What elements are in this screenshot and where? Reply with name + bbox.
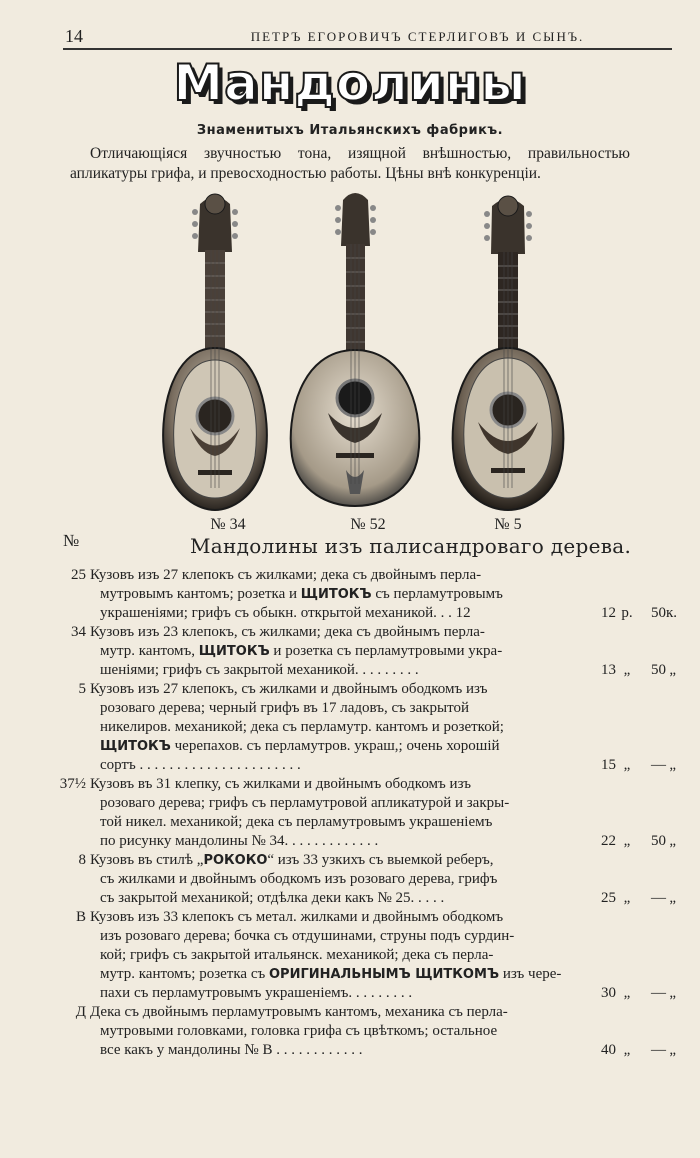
mandolin-52-illustration [288, 188, 423, 508]
price-q: к. [666, 605, 678, 621]
price-kop: — [651, 1042, 666, 1058]
price-sep: „ [623, 662, 631, 678]
figure-label-34: № 34 [210, 516, 246, 533]
price-entry [58, 566, 680, 623]
page-title: Мандолины [173, 54, 527, 112]
section-title: Мандолины изъ палисандроваго дерева. [190, 534, 632, 558]
item-description-line: кой; грифъ съ закрытой итальянск. механикой; дека съ перла- [100, 947, 494, 963]
item-description-line: мутр. кантомъ; розетка съ ОРИГИНАЛЬНЫМЪ ЩИТКОМЪ изъ чере- [100, 966, 562, 982]
item-description-line: мутр. кантомъ, ЩИТОКЪ и розетка съ перламутровыми укра- [100, 643, 503, 659]
item-description-line: мутровыми головками, головка грифа съ цвѣткомъ; остальное [100, 1023, 498, 1039]
item-price [590, 984, 680, 1003]
price-list [58, 566, 680, 1060]
price-sep: „ [623, 890, 631, 906]
item-price [590, 604, 680, 623]
item-description-line: мутровымъ кантомъ; розетка и ЩИТОКЪ съ перламутровымъ [100, 586, 503, 602]
price-sep: „ [623, 985, 631, 1001]
figure-label-52: № 52 [350, 516, 386, 533]
price-entry [58, 908, 680, 1003]
item-description-line: изъ розоваго дерева; бочка съ отдушинами, струны подъ сурдин- [100, 928, 515, 944]
mandolin-34-illustration [160, 188, 270, 513]
item-description-line: ЩИТОКЪ черепахов. съ перламутров. украш,; очень хорошій [100, 738, 500, 754]
item-number: 34 [71, 624, 86, 640]
price-entry [58, 775, 680, 851]
page-number: 14 [65, 26, 83, 46]
running-header [63, 26, 672, 50]
price-kop: 50 [651, 833, 666, 849]
item-description-line: съ жилками и двойнымъ ободкомъ изъ розоваго дерева, грифъ [100, 871, 498, 887]
price-rub: 30 [601, 985, 616, 1001]
item-description-line: украшеніями; грифъ съ обыкн. открытой механикой. . . 12 [100, 605, 471, 621]
item-description-line: розоваго дерева; грифъ съ перламутровой апликатурой и закры- [100, 795, 510, 811]
item-description-line: розоваго дерева; черный грифъ въ 17 ладовъ, съ закрытой [100, 700, 470, 716]
price-entry [58, 1003, 680, 1060]
item-description-line: Кузовъ изъ 27 клепокъ съ жилками; дека съ двойнымъ перла- [90, 567, 482, 583]
item-description-line: никелиров. механикой; дека съ перламутр. кантомъ и розеткой; [100, 719, 504, 735]
item-price [590, 889, 680, 908]
price-rub: 12 [601, 605, 616, 621]
price-entry [58, 623, 680, 680]
mandolin-5-illustration [450, 188, 570, 513]
price-kop: — [651, 890, 666, 906]
price-sep: „ [623, 833, 631, 849]
price-sep: „ [623, 757, 631, 773]
item-number: 8 [78, 852, 86, 868]
item-number: В [75, 909, 86, 925]
intro-paragraph: Отличающіяся звучностью тона, изящной внѣшностью, правильностью апликатуры грифа, и превосходностью работы. Цѣны внѣ конкуренціи. [70, 145, 630, 182]
item-price [590, 661, 680, 680]
item-number: 25 [71, 567, 86, 583]
price-rub: 40 [601, 1042, 616, 1058]
item-description-line: все какъ у мандолины № В . . . . . . . . . . . . [100, 1042, 363, 1058]
item-price [590, 756, 680, 775]
item-description-line: той никел. механикой; дека съ перламутровымъ украшеніемъ [100, 814, 493, 830]
item-price [590, 1041, 680, 1060]
price-rub: 13 [601, 662, 616, 678]
item-description-line: Кузовъ въ стилѣ „РОКОКО“ изъ 33 узкихъ съ выемкой реберъ, [90, 852, 494, 868]
item-description-line: съ закрытой механикой; отдѣлка деки какъ № 25. . . . . [100, 890, 445, 906]
price-sep: „ [623, 1042, 631, 1058]
price-kop: 50 [651, 662, 666, 678]
item-description-line: Кузовъ изъ 23 клепокъ, съ жилками; дека съ двойнымъ перла- [90, 624, 485, 640]
price-kop: 50 [651, 605, 666, 621]
price-kop: — [651, 757, 666, 773]
price-q: „ [669, 985, 676, 1001]
price-entry [58, 851, 680, 908]
item-description-line: пахи съ перламутровымъ украшеніемъ. . . . . . . . . [100, 985, 413, 1001]
number-column-header: № [63, 531, 80, 550]
price-kop: — [651, 985, 666, 1001]
price-q: „ [669, 1042, 676, 1058]
price-q: „ [669, 890, 676, 906]
price-q: „ [669, 662, 676, 678]
item-description-line: Кузовъ въ 31 клепку, съ жилками и двойнымъ ободкомъ изъ [90, 776, 471, 792]
item-description-line: Дека съ двойнымъ перламутровымъ кантомъ, механика съ перла- [90, 1004, 508, 1020]
item-description-line: по рисунку мандолины № 34. . . . . . . . . . . . . [100, 833, 379, 849]
price-rub: 22 [601, 833, 616, 849]
item-number: Д [75, 1004, 86, 1020]
price-q: „ [669, 833, 676, 849]
running-title: ПЕТРЪ ЕГОРОВИЧЪ СТЕРЛИГОВЪ И СЫНЪ. [250, 29, 585, 44]
item-description-line: Кузовъ изъ 33 клепокъ съ метал. жилками и двойнымъ ободкомъ [90, 909, 504, 925]
page-subtitle: Знаменитыхъ Итальянскихъ фабрикъ. [196, 123, 504, 138]
item-number: 37½ [59, 776, 86, 792]
price-rub: 25 [601, 890, 616, 906]
figure-label-5: № 5 [494, 516, 522, 533]
item-description-line: Кузовъ изъ 27 клепокъ, съ жилками и двойнымъ ободкомъ изъ [90, 681, 488, 697]
price-entry [58, 680, 680, 775]
price-rub: 15 [601, 757, 616, 773]
item-price [590, 832, 680, 851]
item-number: 5 [78, 681, 86, 697]
item-description-line: сортъ . . . . . . . . . . . . . . . . . . . . . . [100, 757, 301, 773]
price-sep: р. [621, 605, 633, 621]
price-q: „ [669, 757, 676, 773]
item-description-line: шеніями; грифъ съ закрытой механикой. . . . . . . . . [100, 662, 419, 678]
